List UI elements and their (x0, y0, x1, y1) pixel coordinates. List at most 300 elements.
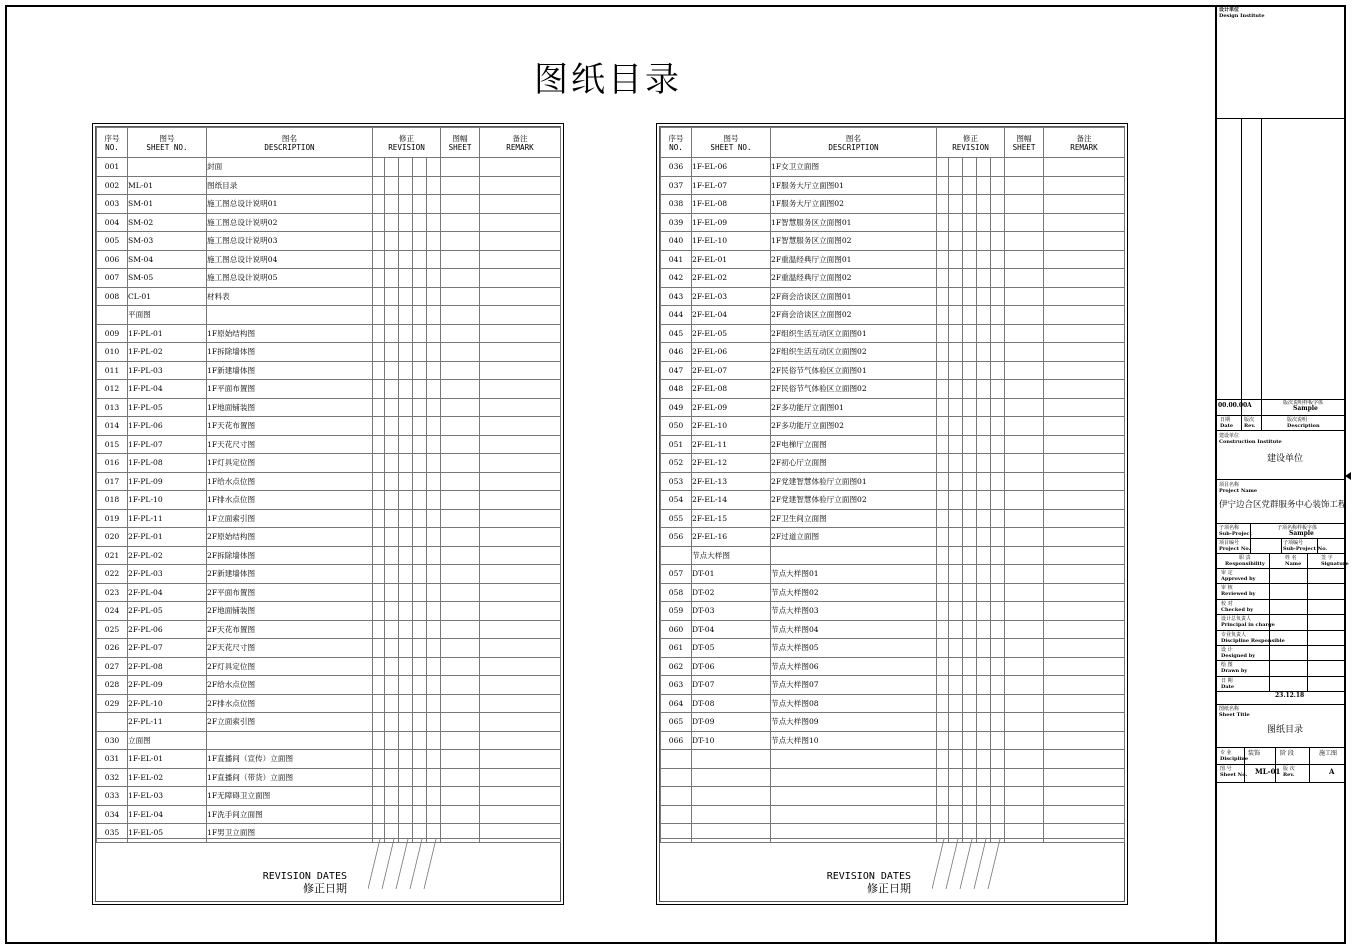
row-description: 1F给水点位图 (207, 472, 373, 491)
row-no: 038 (661, 195, 692, 214)
row-revision-cell (399, 583, 413, 602)
row-no: 049 (661, 398, 692, 417)
row-revision-cell (399, 509, 413, 528)
row-sheet-cell (1005, 417, 1044, 436)
row-revision-cell (977, 676, 991, 695)
row-revision-cell (373, 361, 385, 380)
row-revision-cell (413, 657, 427, 676)
row-no: 057 (661, 565, 692, 584)
row-remark-cell (480, 528, 561, 547)
row-revision-cell (949, 361, 963, 380)
row-sheet-no: 2F-PL-08 (128, 657, 207, 676)
row-revision-cell (413, 491, 427, 510)
row-revision-cell (937, 213, 949, 232)
row-revision-cell (963, 398, 977, 417)
row-revision-cell (373, 750, 385, 769)
row-sheet-no: 2F-EL-07 (692, 361, 771, 380)
header-sheet-no: 图号 SHEET NO. (692, 128, 771, 158)
row-revision-cell (991, 454, 1005, 473)
row-remark-cell (1044, 232, 1125, 251)
header-remark: 备注 REMARK (480, 128, 561, 158)
table-row (661, 731, 1125, 750)
row-sheet-no: 2F-EL-13 (692, 472, 771, 491)
row-sheet-no: SM-03 (128, 232, 207, 251)
row-sheet-no: 1F-EL-10 (692, 232, 771, 251)
stage-value: 施工图 (1319, 750, 1338, 757)
row-revision-cell (963, 528, 977, 547)
row-sheet-cell (1005, 546, 1044, 565)
row-revision-cell (413, 435, 427, 454)
table-row (97, 768, 561, 787)
row-revision-cell (977, 657, 991, 676)
row-revision-cell (963, 546, 977, 565)
row-sheet-no: DT-09 (692, 713, 771, 732)
row-sheet-no (692, 805, 771, 824)
row-revision-cell (937, 491, 949, 510)
row-sheet-cell (441, 361, 480, 380)
row-revision-cell (963, 731, 977, 750)
row-no (97, 713, 128, 732)
index-table-right (660, 127, 1125, 843)
row-remark-cell (480, 361, 561, 380)
row-sheet-cell (1005, 361, 1044, 380)
row-no: 058 (661, 583, 692, 602)
row-sheet-no: 2F-EL-01 (692, 250, 771, 269)
row-description: 1F服务大厅立面图01 (771, 176, 937, 195)
row-revision-cell (991, 583, 1005, 602)
row-revision-cell (949, 343, 963, 362)
row-revision-cell (373, 435, 385, 454)
row-revision-cell (413, 676, 427, 695)
row-revision-cell (949, 213, 963, 232)
row-no: 031 (97, 750, 128, 769)
row-revision-cell (385, 787, 399, 806)
row-revision-cell (413, 306, 427, 325)
row-revision-cell (427, 454, 441, 473)
row-revision-cell (413, 583, 427, 602)
row-revision-cell (427, 528, 441, 547)
row-revision-cell (977, 787, 991, 806)
row-description: 2F党建智慧体验厅立面图01 (771, 472, 937, 491)
row-revision-cell (427, 213, 441, 232)
design-institute-label: 设计单位 Design Institute (1219, 7, 1265, 19)
row-revision-cell (949, 620, 963, 639)
row-remark-cell (1044, 805, 1125, 824)
table-row (661, 472, 1125, 491)
table-row (97, 583, 561, 602)
row-revision-cell (949, 731, 963, 750)
row-revision-cell (977, 528, 991, 547)
row-revision-cell (991, 269, 1005, 288)
row-revision-cell (399, 287, 413, 306)
row-revision-cell (385, 509, 399, 528)
row-revision-cell (385, 639, 399, 658)
row-remark-cell (1044, 546, 1125, 565)
row-no: 064 (661, 694, 692, 713)
row-no (661, 805, 692, 824)
row-description: 2F灯具定位图 (207, 657, 373, 676)
row-description: 图纸目录 (207, 176, 373, 195)
row-revision-cell (427, 324, 441, 343)
table-row (97, 713, 561, 732)
row-sheet-no: 1F-EL-01 (128, 750, 207, 769)
row-description: 1F灯具定位图 (207, 454, 373, 473)
row-remark-cell (480, 417, 561, 436)
row-no: 028 (97, 676, 128, 695)
row-revision-cell (427, 602, 441, 621)
row-remark-cell (480, 491, 561, 510)
row-sheet-no: 2F-PL-06 (128, 620, 207, 639)
table-row (661, 602, 1125, 621)
row-sheet-cell (441, 639, 480, 658)
header-sheet: 图幅 SHEET (441, 128, 480, 158)
row-description: 节点大样图09 (771, 713, 937, 732)
row-no: 051 (661, 435, 692, 454)
row-revision-cell (963, 620, 977, 639)
table-row (97, 324, 561, 343)
row-description: 2F党建智慧体验厅立面图02 (771, 491, 937, 510)
row-revision-cell (949, 546, 963, 565)
row-description: 1F原始结构图 (207, 324, 373, 343)
row-revision-cell (937, 380, 949, 399)
row-sheet-cell (441, 565, 480, 584)
sheet-no-value: ML-01 (1255, 767, 1281, 776)
row-revision-cell (937, 195, 949, 214)
row-revision-cell (413, 472, 427, 491)
row-revision-cell (991, 639, 1005, 658)
row-remark-cell (1044, 213, 1125, 232)
table-row (97, 750, 561, 769)
rev-code: A (1247, 402, 1252, 409)
row-description: 2F组织生活互动区立面图02 (771, 343, 937, 362)
row-sheet-cell (441, 176, 480, 195)
table-row (661, 491, 1125, 510)
row-revision-cell (399, 417, 413, 436)
row-sheet-cell (1005, 176, 1044, 195)
row-sheet-cell (1005, 805, 1044, 824)
row-revision-cell (949, 750, 963, 769)
row-description: 施工图总设计说明05 (207, 269, 373, 288)
arrow-left-icon (1345, 472, 1351, 480)
grid-line (1217, 660, 1346, 661)
row-remark-cell (480, 158, 561, 177)
row-sheet-no: 1F-EL-07 (692, 176, 771, 195)
row-revision-cell (949, 269, 963, 288)
row-sheet-cell (1005, 324, 1044, 343)
row-description: 施工图总设计说明04 (207, 250, 373, 269)
row-revision-cell (373, 509, 385, 528)
row-sheet-no: 1F-PL-07 (128, 435, 207, 454)
rev-desc-font: 版次说明样板字体 (1283, 400, 1324, 406)
row-no: 020 (97, 528, 128, 547)
table-row (661, 694, 1125, 713)
row-remark-cell (480, 232, 561, 251)
row-revision-cell (427, 398, 441, 417)
row-sheet-no: DT-04 (692, 620, 771, 639)
row-revision-cell (413, 639, 427, 658)
row-remark-cell (480, 324, 561, 343)
row-revision-cell (977, 361, 991, 380)
row-revision-cell (427, 306, 441, 325)
row-revision-cell (977, 620, 991, 639)
row-revision-cell (385, 528, 399, 547)
row-revision-cell (427, 232, 441, 251)
row-sheet-no: 1F-PL-03 (128, 361, 207, 380)
row-revision-cell (413, 195, 427, 214)
row-sheet-no: DT-02 (692, 583, 771, 602)
row-remark-cell (480, 713, 561, 732)
row-revision-cell (373, 398, 385, 417)
row-revision-cell (963, 768, 977, 787)
row-sheet-cell (441, 676, 480, 695)
row-revision-cell (385, 324, 399, 343)
index-sheet-left (92, 123, 564, 905)
row-sheet-cell (1005, 750, 1044, 769)
row-revision-cell (399, 324, 413, 343)
row-revision-cell (373, 380, 385, 399)
rev-date: 00.00.00 (1218, 402, 1248, 409)
row-revision-cell (963, 694, 977, 713)
row-revision-cell (963, 343, 977, 362)
table-row (97, 306, 561, 325)
row-revision-cell (991, 750, 1005, 769)
row-revision-cell (385, 583, 399, 602)
table-row (661, 454, 1125, 473)
row-revision-cell (427, 731, 441, 750)
row-remark-cell (1044, 713, 1125, 732)
row-description: 2F多功能厅立面图02 (771, 417, 937, 436)
row-revision-cell (385, 768, 399, 787)
row-revision-cell (427, 158, 441, 177)
role-label: 审 定 Approved by (1221, 570, 1256, 582)
row-description: 1F平面布置图 (207, 380, 373, 399)
row-revision-cell (399, 768, 413, 787)
revision-hatch-icon (368, 839, 438, 901)
row-revision-cell (937, 713, 949, 732)
row-revision-cell (991, 287, 1005, 306)
row-revision-cell (399, 620, 413, 639)
row-revision-cell (991, 528, 1005, 547)
row-revision-cell (937, 694, 949, 713)
row-revision-cell (413, 768, 427, 787)
row-remark-cell (1044, 583, 1125, 602)
row-revision-cell (413, 509, 427, 528)
table-row (97, 398, 561, 417)
row-revision-cell (949, 287, 963, 306)
row-revision-cell (963, 250, 977, 269)
row-revision-cell (399, 435, 413, 454)
row-revision-cell (373, 676, 385, 695)
row-sheet-cell (1005, 250, 1044, 269)
row-description: 1F天花布置图 (207, 417, 373, 436)
row-revision-cell (937, 768, 949, 787)
role-label: 审 核 Reviewed by (1221, 585, 1256, 598)
row-revision-cell (385, 176, 399, 195)
row-revision-cell (977, 805, 991, 824)
row-revision-cell (991, 176, 1005, 195)
row-revision-cell (399, 472, 413, 491)
row-revision-cell (937, 361, 949, 380)
row-revision-cell (977, 602, 991, 621)
row-description: 2F组织生活互动区立面图01 (771, 324, 937, 343)
row-remark-cell (480, 269, 561, 288)
row-revision-cell (427, 509, 441, 528)
row-description: 1F无障碍卫立面图 (207, 787, 373, 806)
row-revision-cell (413, 269, 427, 288)
table-row (97, 509, 561, 528)
row-sheet-cell (441, 269, 480, 288)
row-revision-cell (949, 398, 963, 417)
row-revision-cell (427, 546, 441, 565)
title-block (1215, 5, 1349, 944)
row-revision-cell (399, 805, 413, 824)
row-revision-cell (949, 472, 963, 491)
row-sheet-cell (1005, 694, 1044, 713)
row-revision-cell (373, 324, 385, 343)
row-remark-cell (1044, 565, 1125, 584)
table-header (97, 128, 561, 158)
row-revision-cell (991, 620, 1005, 639)
table-row (661, 620, 1125, 639)
row-revision-cell (385, 287, 399, 306)
table-row (661, 398, 1125, 417)
row-sheet-cell (441, 787, 480, 806)
row-revision-cell (949, 195, 963, 214)
row-revision-cell (963, 380, 977, 399)
row-sheet-no: 2F-EL-16 (692, 528, 771, 547)
row-revision-cell (413, 324, 427, 343)
table-row (97, 176, 561, 195)
row-sheet-cell (441, 213, 480, 232)
row-revision-cell (385, 750, 399, 769)
row-revision-cell (977, 287, 991, 306)
row-sheet-no: 2F-PL-04 (128, 583, 207, 602)
row-revision-cell (373, 195, 385, 214)
table-row (97, 361, 561, 380)
row-sheet-no (128, 158, 207, 177)
row-description (771, 768, 937, 787)
row-revision-cell (963, 583, 977, 602)
row-revision-cell (373, 583, 385, 602)
row-sheet-no: 2F-EL-05 (692, 324, 771, 343)
table-row (97, 639, 561, 658)
row-description: 2F新建墙体图 (207, 565, 373, 584)
row-revision-cell (427, 713, 441, 732)
row-sheet-no: 1F-PL-01 (128, 324, 207, 343)
table-row (97, 287, 561, 306)
row-revision-cell (949, 435, 963, 454)
row-sheet-cell (441, 454, 480, 473)
row-sheet-no: 2F-PL-03 (128, 565, 207, 584)
row-description: 1F男卫立面图 (207, 824, 373, 843)
row-sheet-cell (441, 324, 480, 343)
row-no: 059 (661, 602, 692, 621)
row-sheet-cell (1005, 620, 1044, 639)
row-revision-cell (399, 158, 413, 177)
row-description: 2F重温经典厅立面图02 (771, 269, 937, 288)
table-row (97, 528, 561, 547)
row-revision-cell (949, 417, 963, 436)
row-no: 045 (661, 324, 692, 343)
row-sheet-cell (1005, 158, 1044, 177)
row-remark-cell (480, 454, 561, 473)
row-no: 012 (97, 380, 128, 399)
row-revision-cell (399, 213, 413, 232)
row-no: 036 (661, 158, 692, 177)
row-remark-cell (1044, 676, 1125, 695)
row-description: 节点大样图10 (771, 731, 937, 750)
row-sheet-cell (441, 546, 480, 565)
row-no: 001 (97, 158, 128, 177)
row-revision-cell (949, 250, 963, 269)
row-remark-cell (1044, 509, 1125, 528)
row-revision-cell (937, 731, 949, 750)
row-revision-cell (413, 565, 427, 584)
row-revision-cell (427, 583, 441, 602)
row-sheet-cell (441, 306, 480, 325)
row-revision-cell (937, 657, 949, 676)
row-revision-cell (399, 787, 413, 806)
row-sheet-no: 2F-PL-07 (128, 639, 207, 658)
table-row (661, 805, 1125, 824)
row-revision-cell (413, 454, 427, 473)
row-remark-cell (480, 620, 561, 639)
table-row (661, 287, 1125, 306)
row-revision-cell (963, 509, 977, 528)
row-revision-cell (427, 565, 441, 584)
row-sheet-no: 2F-EL-08 (692, 380, 771, 399)
row-description: 2F卫生间立面图 (771, 509, 937, 528)
row-revision-cell (991, 602, 1005, 621)
row-revision-cell (977, 213, 991, 232)
row-revision-cell (949, 639, 963, 658)
row-sheet-no: SM-01 (128, 195, 207, 214)
row-revision-cell (427, 676, 441, 695)
row-sheet-cell (441, 287, 480, 306)
row-sheet-cell (441, 509, 480, 528)
row-no: 016 (97, 454, 128, 473)
row-revision-cell (427, 269, 441, 288)
row-no: 037 (661, 176, 692, 195)
row-revision-cell (373, 731, 385, 750)
row-sheet-cell (1005, 583, 1044, 602)
table-row (97, 454, 561, 473)
row-revision-cell (977, 417, 991, 436)
row-revision-cell (963, 565, 977, 584)
row-revision-cell (373, 528, 385, 547)
row-revision-cell (427, 805, 441, 824)
row-description: 1F排水点位图 (207, 491, 373, 510)
row-revision-cell (991, 250, 1005, 269)
row-revision-cell (399, 195, 413, 214)
row-sheet-no (692, 750, 771, 769)
row-sheet-no: 节点大样图 (692, 546, 771, 565)
row-revision-cell (373, 232, 385, 251)
row-revision-cell (427, 620, 441, 639)
row-no: 063 (661, 676, 692, 695)
row-sheet-no: 2F-PL-11 (128, 713, 207, 732)
row-revision-cell (937, 750, 949, 769)
row-revision-cell (991, 435, 1005, 454)
row-revision-cell (991, 731, 1005, 750)
row-revision-cell (399, 380, 413, 399)
table-row (661, 380, 1125, 399)
row-remark-cell (480, 805, 561, 824)
row-sheet-no: DT-06 (692, 657, 771, 676)
row-revision-cell (399, 491, 413, 510)
row-sheet-no: 2F-PL-01 (128, 528, 207, 547)
row-revision-cell (937, 787, 949, 806)
